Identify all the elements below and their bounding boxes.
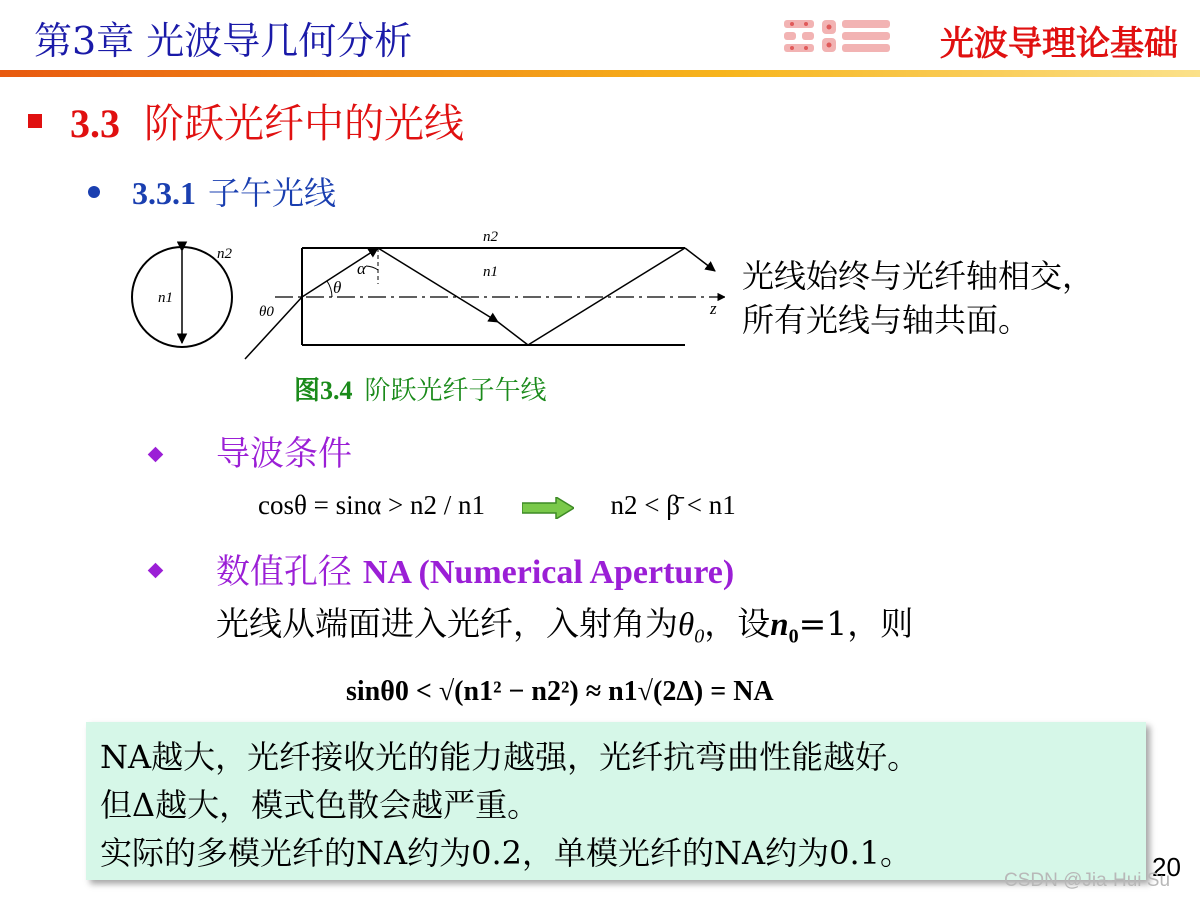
highlight-line2: 但Δ越大，模式色散会越严重。 xyxy=(100,786,540,824)
meridional-ray-diagram xyxy=(125,222,725,367)
figure-number: 图3.4 xyxy=(294,376,353,405)
section-bullet-icon xyxy=(28,114,42,128)
section-number: 3.3 xyxy=(70,101,120,146)
na-text-part2: ，设 xyxy=(704,604,771,643)
na-text-part3: =1，则 xyxy=(798,604,914,643)
highlight-line3: 实际的多模光纤的NA约为0.2，单模光纤的NA约为0.1。 xyxy=(100,834,913,872)
label-z: z xyxy=(710,299,717,318)
subsection-title xyxy=(132,168,336,214)
label-theta0: θ0 xyxy=(259,304,274,320)
label-theta: θ xyxy=(333,278,342,297)
item-bullet-icon xyxy=(148,447,164,463)
guided-condition-title: 导波条件 xyxy=(216,434,352,474)
subsection-number: 3.3.1 xyxy=(132,175,196,211)
course-title: 光波导理论基础 xyxy=(940,24,1178,64)
guided-formula-right: n2 < β̄ < n1 xyxy=(610,490,736,520)
na-title-en: NA (Numerical Aperture) xyxy=(362,554,735,591)
label-n2-clad: n2 xyxy=(483,229,498,245)
figure-caption-text: 阶跃光纤子午线 xyxy=(364,376,547,406)
diagram-note-line2: 所有光线与轴共面。 xyxy=(742,301,1031,339)
watermark: CSDN @Jia-Hui Su xyxy=(1004,870,1171,891)
label-n2-cross: n2 xyxy=(217,246,232,262)
label-n1-core: n1 xyxy=(483,264,498,280)
course-logo-icon xyxy=(782,14,892,58)
implies-arrow-icon xyxy=(522,497,574,519)
section-title xyxy=(70,92,464,149)
label-n1-cross: n1 xyxy=(158,290,173,306)
diagram-note-line1: 光线始终与光纤轴相交， xyxy=(742,257,1095,295)
item-bullet-icon xyxy=(148,563,164,579)
header-divider xyxy=(0,70,1200,77)
na-title-cn: 数值孔径 xyxy=(216,552,352,592)
guided-condition-formula xyxy=(258,490,736,521)
subsection-name: 子午光线 xyxy=(208,174,337,212)
na-title xyxy=(216,544,734,593)
highlight-line1: NA越大，光纤接收光的能力越强，光纤抗弯曲性能越好。 xyxy=(100,738,920,776)
section-name: 阶跃光纤中的光线 xyxy=(144,101,464,147)
na-formula: sinθ0 < √(n1² − n2²) ≈ n1√(2Δ) = NA xyxy=(346,676,774,707)
theta0-symbol: $\theta_0$ xyxy=(678,607,705,648)
label-alpha: α xyxy=(357,259,366,278)
diagram-note xyxy=(742,254,1094,342)
na-description: 光线从端面进入光纤，入射角为$\theta_0$，设$n_0=1$，则 xyxy=(216,604,914,648)
chapter-number: 第3章 xyxy=(34,19,135,63)
figure-caption xyxy=(294,370,547,407)
page-number: 20 xyxy=(1152,852,1181,882)
subsection-bullet-icon xyxy=(88,186,100,198)
guided-formula-left: cosθ = sinα > n2 / n1 xyxy=(258,490,486,520)
chapter-name: 光波导几何分析 xyxy=(146,19,413,63)
chapter-title xyxy=(34,10,412,65)
highlight-box xyxy=(86,722,1146,880)
na-text-part1: 光线从端面进入光纤，入射角为 xyxy=(216,604,678,643)
